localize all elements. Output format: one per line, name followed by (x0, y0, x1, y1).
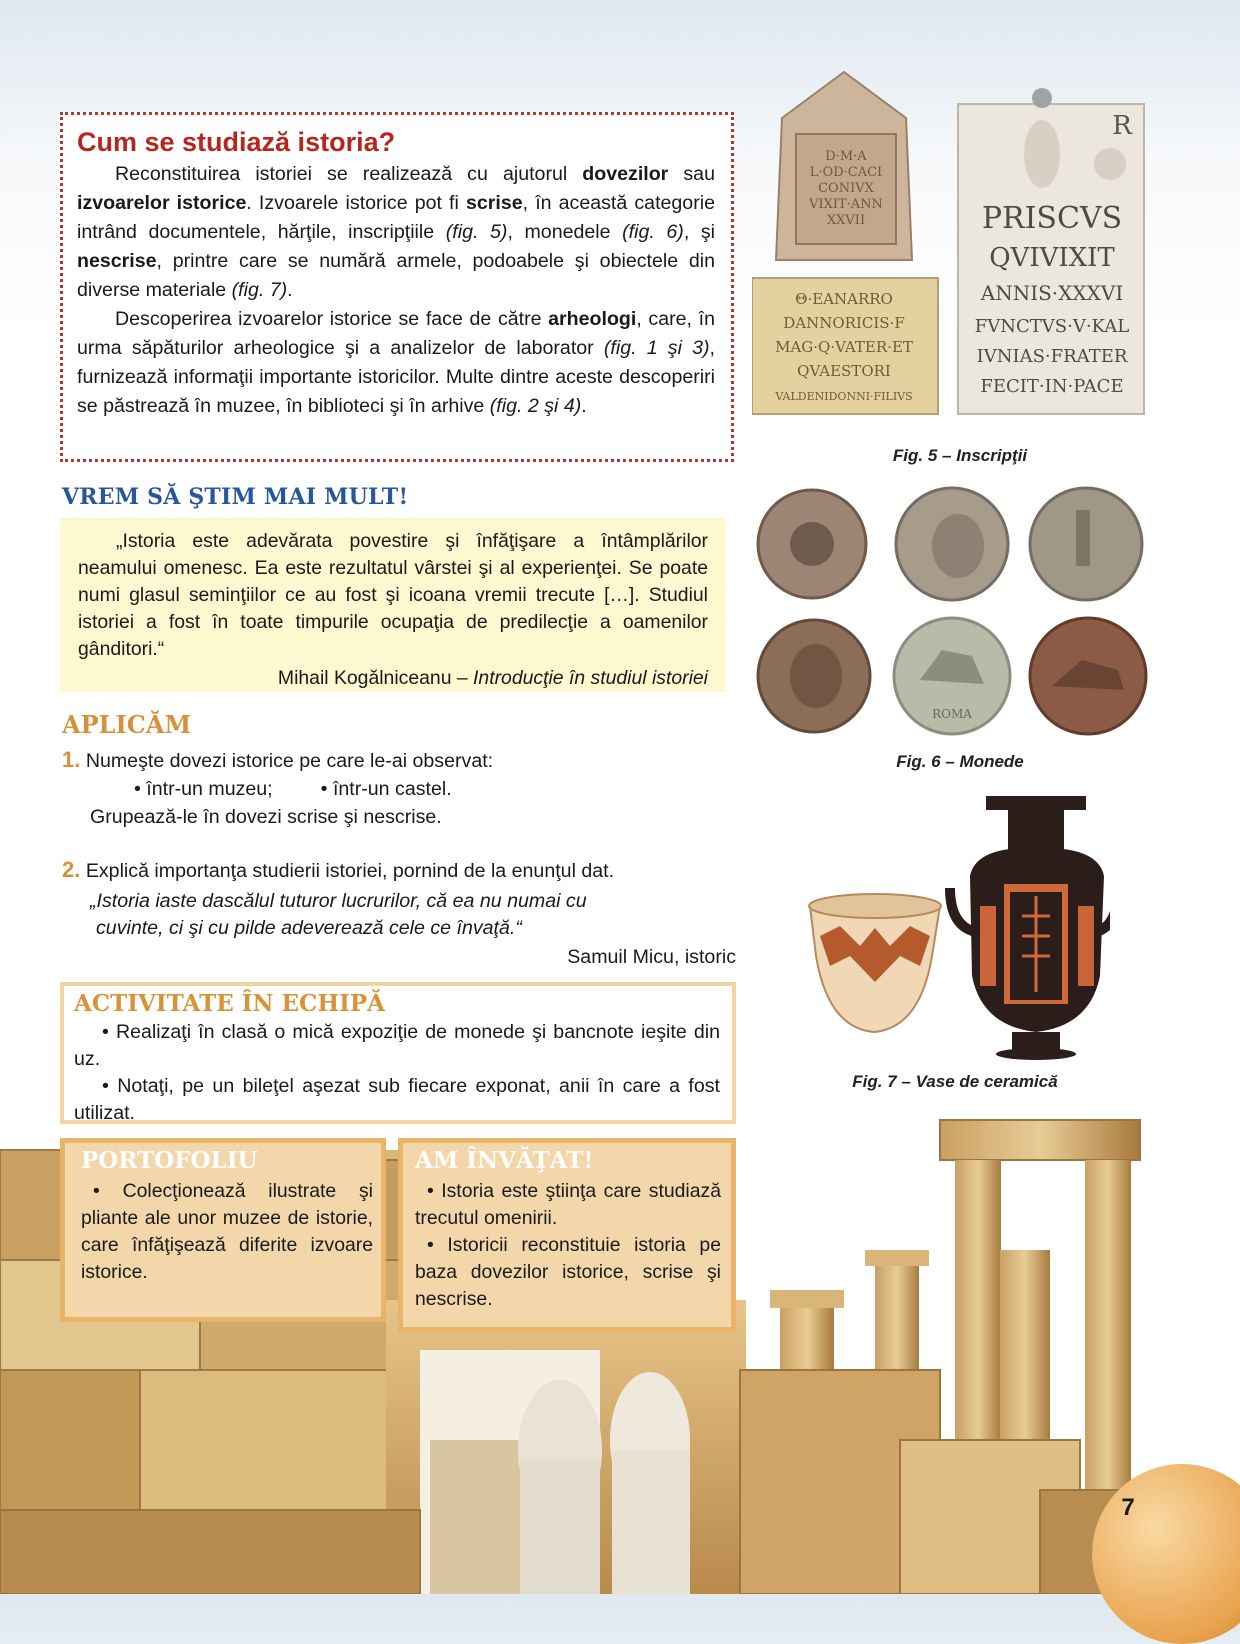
team-activity-title: ACTIVITATE ÎN ECHIPĂ (74, 990, 385, 1017)
coin-detail (932, 514, 984, 578)
text-run: . (287, 279, 293, 301)
micu-quote-line-1: „Istoria iaste dascălul tuturor lucrurilor, că ea nu numai cu (90, 890, 587, 912)
text-run: , care, în urma săpăturilor arheologice şi a analizelor de laborator (77, 308, 715, 359)
bold-term: nescrise (77, 250, 157, 272)
study-paragraph-2 (77, 305, 715, 421)
stele-a-line: XXVII (826, 213, 866, 228)
bold-term: arheologi (548, 308, 637, 330)
figure-ref: (fig. 1 şi 3) (603, 337, 710, 359)
text-run: sau (668, 163, 715, 185)
vrem-section-title: VREM SĂ ŞTIM MAI MULT! (62, 484, 409, 510)
author-name: Mihail Kogălniceanu – (277, 667, 474, 689)
exercise-number: 2. (62, 857, 81, 882)
stele-c-line: ANNIS·XXXVI (980, 281, 1124, 305)
stele-c-line: IVNIAS·FRATER (976, 346, 1128, 367)
portfolio-title: PORTOFOLIU (81, 1147, 258, 1174)
stele-b-line: DANNORICIS·F (783, 314, 905, 332)
coin-detail (1076, 510, 1090, 566)
inscriptions-figure (752, 64, 1152, 430)
micu-quote-line-2: cuvinte, ci şi cu pilde adeverează cele ce învaţă.“ (96, 917, 522, 939)
stele-a-line: CONIVX (818, 181, 874, 196)
exercise-1 (62, 746, 732, 831)
stele-a-line: L·OD·CACI (809, 165, 883, 180)
portfolio-box (60, 1138, 386, 1322)
learned-box (398, 1138, 736, 1332)
vases-figure (800, 796, 1110, 1062)
stele-b-line: Θ·EANARRO (795, 290, 893, 308)
coins-figure (752, 480, 1162, 740)
bold-term: izvoarelor istorice (77, 192, 247, 214)
stele-b-line: VALDENIDONNI·FILIVS (775, 390, 913, 403)
text-run: , monedele (507, 221, 623, 243)
study-section-box (60, 112, 734, 462)
stele-c-line: FECIT·IN·PACE (980, 376, 1124, 397)
team-activity-item-2: • Notaţi, pe un bileţel aşezat sub fiecare exponat, anii în care a fost utilizat. (74, 1075, 720, 1124)
text-run: Reconstituirea istoriei se realizează cu ajutorul (115, 163, 583, 185)
fig6-caption: Fig. 6 – Monede (896, 752, 1024, 771)
stele-a-line: D·M·A (825, 149, 867, 164)
text-run: , printre care se numără armele, podoabele şi obiectele din diverse materiale (77, 250, 715, 301)
painted-bowl-image (809, 894, 941, 1032)
fig5-caption: Fig. 5 – Inscripţii (892, 446, 1028, 465)
fig7-caption: Fig. 7 – Vase de ceramică (852, 1072, 1058, 1091)
exercise-2 (62, 856, 732, 885)
stele-c-line: QVIVIXIT (989, 243, 1115, 273)
author-work: Introducţie în studiul istoriei (473, 667, 708, 689)
learned-item-2: • Istoricii reconstituie istoria pe baza dovezilor istorice, scrise şi nescrise. (415, 1234, 721, 1310)
study-title: Cum se studiază istoria? (77, 127, 396, 157)
figure-ref: (fig. 5) (445, 221, 508, 243)
micu-quote (90, 888, 730, 942)
text-run: . Izvoarele istorice pot fi (246, 192, 466, 214)
stele-b-line: MAG·Q·VATER·ET (775, 338, 913, 356)
text-run: , furnizează informaţii importante istoricilor. Multe dintre aceste descoperiri se păstrează în muzee, în biblioteci şi în arhive (77, 337, 715, 417)
aplicam-section-title: APLICĂM (62, 710, 192, 739)
quote-text: „Istoria este adevărata povestire şi înfăţişare a întâmplărilor neamului omenesc. Ea este rezultatul vârstei şi al experienţei. Se poate numi glasul seminţiilor ce au fost şi icoana vremii trecute […]. Studiul istoriei a fost în toate timpurile ocupaţia de predilecţie a oamenilor gânditori.“ (78, 530, 708, 660)
study-paragraph-1 (77, 160, 715, 305)
black-figure-vase-image (950, 796, 1110, 1060)
coin-detail (790, 522, 834, 566)
exercise-number: 1. (62, 747, 81, 772)
bold-term: scrise (465, 192, 523, 214)
stele-b-image (752, 278, 938, 414)
bold-term: dovezilor (582, 163, 669, 185)
stele-c-line: PRISCVS (981, 201, 1123, 236)
exercise-2-text: Explică importanţa studierii istoriei, pornind de la enunţul dat. (85, 860, 615, 882)
exercise-1-text: Numeşte dovezi istorice pe care le-ai observat: (85, 750, 494, 772)
chi-rho-mark: R (1112, 111, 1132, 141)
learned-item-1: • Istoria este ştiinţa care studiază trecutul omenirii. (415, 1180, 721, 1229)
portfolio-text: • Colecţionează ilustrate şi pliante ale unor muzee de istorie, care înfăţişează diferite izvoare istorice. (81, 1180, 373, 1283)
coin-detail (790, 644, 842, 708)
micu-quote-author: Samuil Micu, istoric (567, 946, 736, 968)
page-number: 7 (1121, 1494, 1135, 1521)
learned-title: AM ÎNVĂŢAT! (415, 1147, 594, 1174)
quote-author (78, 665, 708, 692)
stele-a-image (776, 72, 912, 260)
exercise-1-option-castle: • într-un castel. (320, 778, 452, 800)
stele-c-line: FVNCTVS·V·KAL (974, 316, 1130, 337)
stele-a-line: VIXIT·ANN (809, 197, 883, 212)
figure-ref: (fig. 7) (231, 279, 288, 301)
figure-ref: (fig. 2 şi 4) (489, 395, 582, 417)
text-run: Descoperirea izvoarelor istorice se face de către (115, 308, 549, 330)
kogalniceanu-quote-box (60, 518, 726, 692)
figure-ref: (fig. 6) (622, 221, 684, 243)
exercise-1-option-museum: • într-un muzeu; (134, 778, 273, 800)
stele-b-line: QVAESTORI (797, 362, 891, 380)
team-activity-box (60, 982, 736, 1124)
text-run: . (581, 395, 587, 417)
stele-c-image (958, 88, 1144, 414)
coin-legend: ROMA (932, 707, 972, 721)
exercise-1-text-2: Grupează-le în dovezi scrise şi nescrise. (90, 806, 442, 828)
team-activity-item-1: • Realizaţi în clasă o mică expoziţie de monede şi bancnote ieşite din uz. (74, 1021, 720, 1070)
text-run: , şi (683, 221, 716, 243)
text-run: , în această categorie intrând documentele, hărţile, inscripţiile (77, 192, 715, 243)
